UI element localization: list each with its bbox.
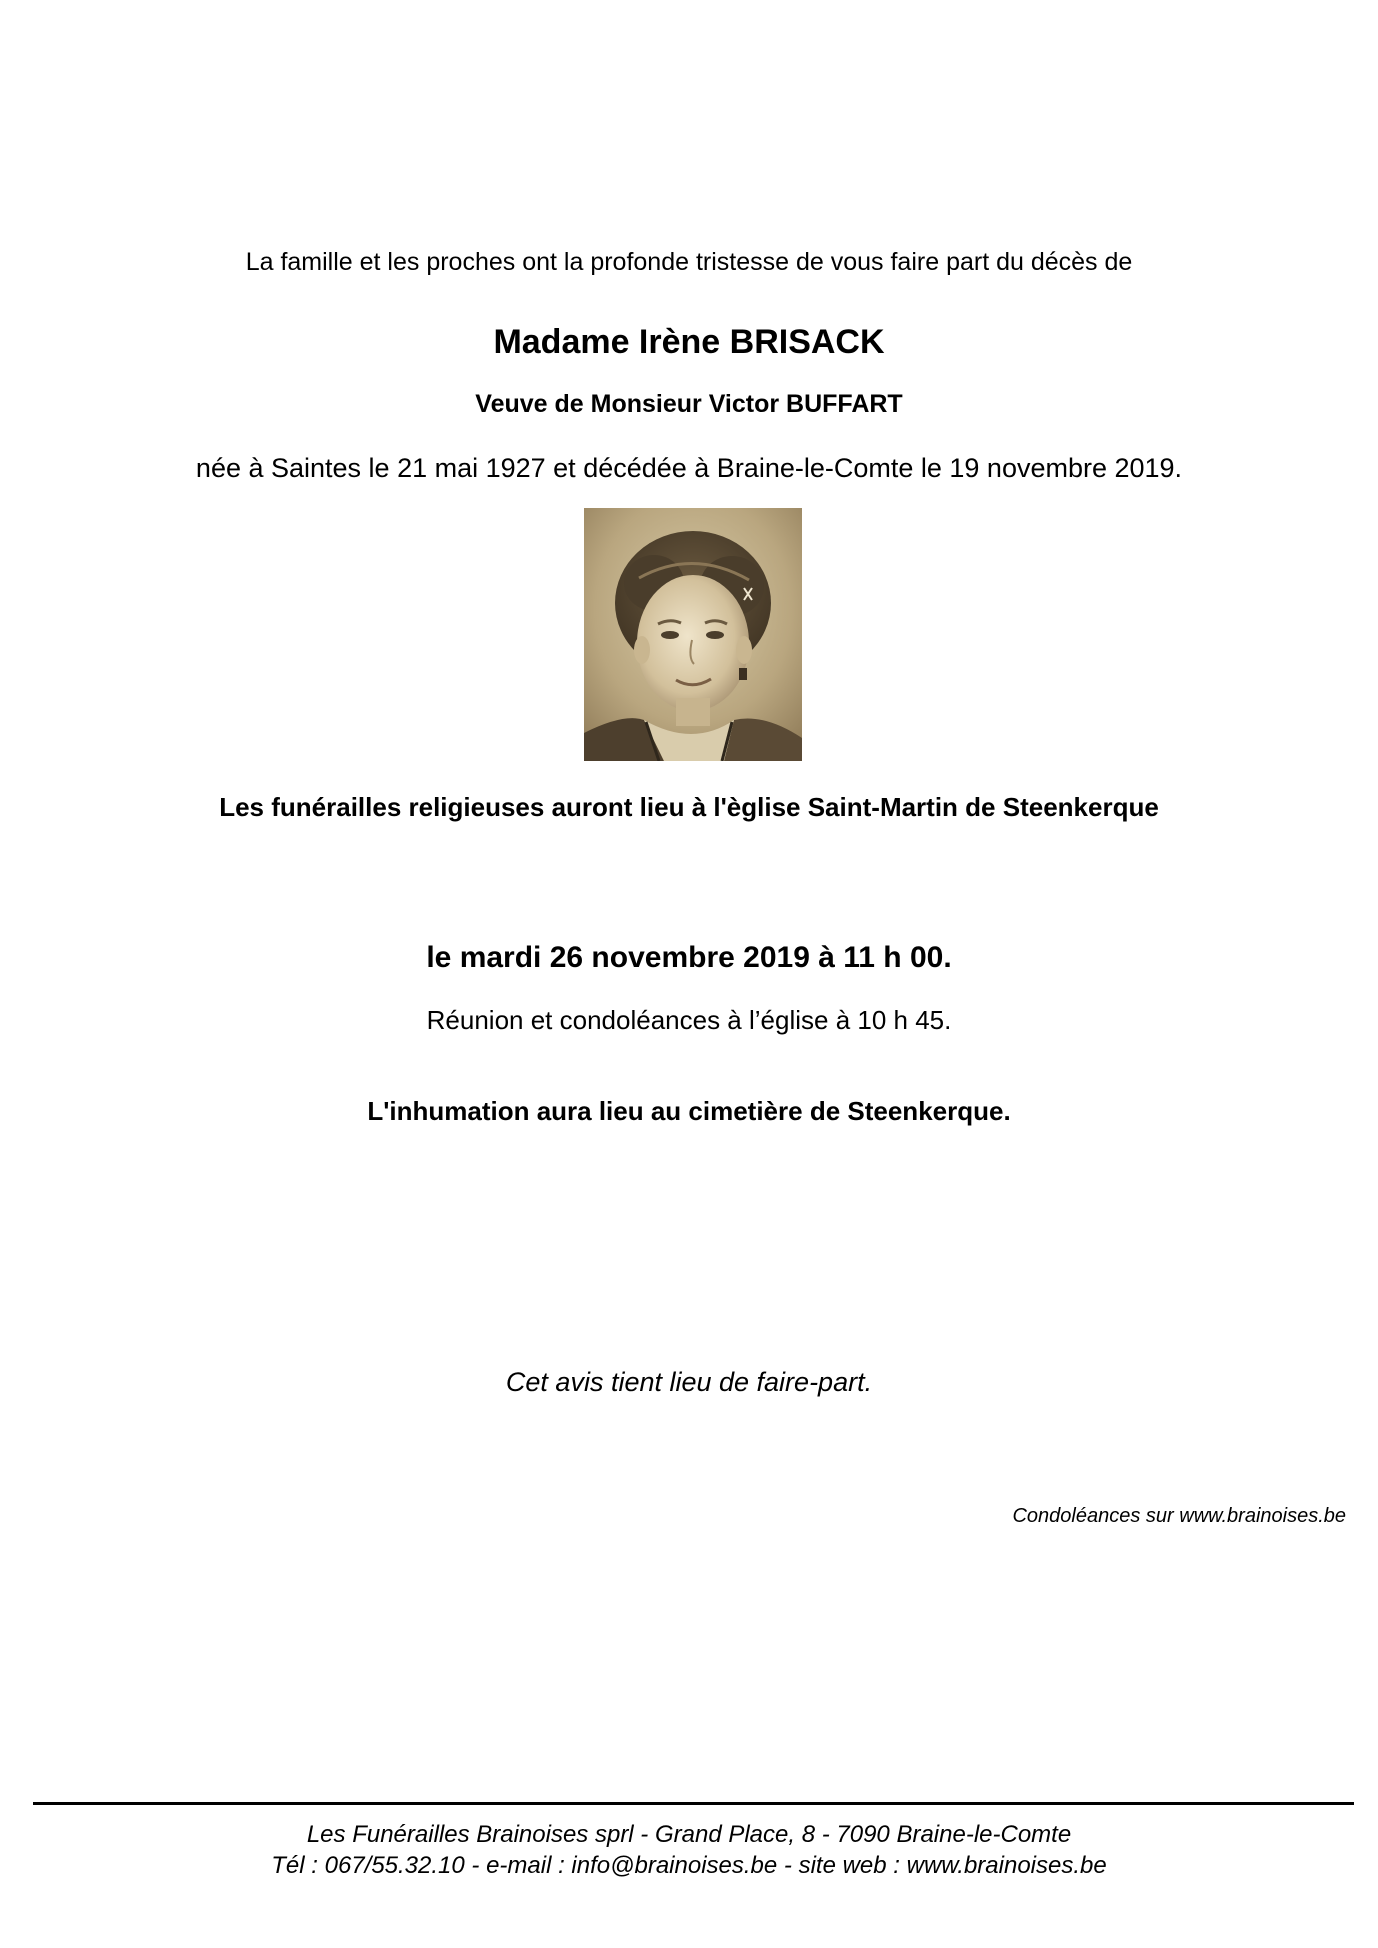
footer-divider	[33, 1802, 1354, 1805]
widow-of-text: Veuve de Monsieur Victor BUFFART	[475, 390, 903, 418]
portrait-photo	[584, 508, 802, 761]
burial-text: L'inhumation aura lieu au cimetière de Steenkerque.	[367, 1096, 1011, 1126]
birth-death-text: née à Saintes le 21 mai 1927 et décédée à Braine-le-Comte le 19 novembre 2019.	[195, 453, 1183, 483]
meeting-text: Réunion et condoléances à l’église à 10 h 45.	[426, 1005, 952, 1035]
funeral-location-text: Les funérailles religieuses auront lieu à l'èglise Saint-Martin de Steenkerque	[219, 792, 1159, 822]
deceased-name: Madame Irène BRISACK	[493, 323, 885, 361]
funeral-date-text: le mardi 26 novembre 2019 à 11 h 00.	[426, 941, 952, 974]
footer-address: Les Funérailles Brainoises sprl - Grand Place, 8 - 7090 Braine-le-Comte	[306, 1821, 1072, 1848]
notice-text: Cet avis tient lieu de faire-part.	[505, 1367, 873, 1397]
footer-contact: Tél : 067/55.32.10 - e-mail : info@brainoises.be - site web : www.brainoises.be	[271, 1852, 1107, 1879]
condolences-link[interactable]: Condoléances sur www.brainoises.be	[1012, 1505, 1346, 1527]
intro-text: La famille et les proches ont la profonde tristesse de vous faire part du décès de	[245, 248, 1133, 276]
